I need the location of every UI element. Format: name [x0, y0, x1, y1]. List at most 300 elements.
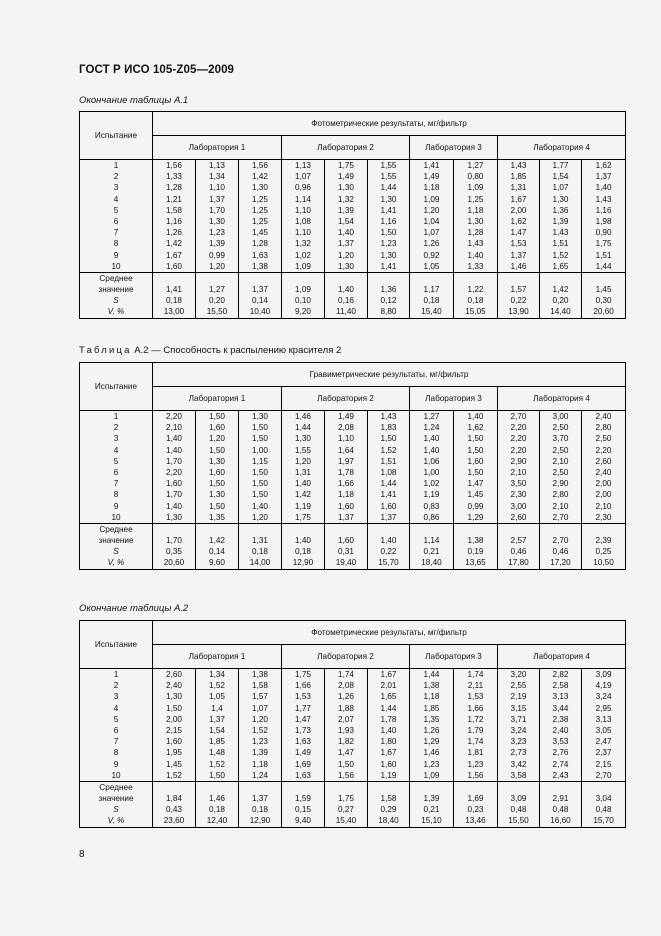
cell-value: 1,85 — [423, 703, 440, 713]
lab-header-row — [80, 645, 626, 669]
summary-value: 9,20 — [295, 307, 311, 317]
results-table — [79, 620, 626, 828]
cell-value: 1,44 — [423, 670, 440, 679]
summary-value: 18,40 — [421, 558, 442, 568]
summary-value: 0,16 — [338, 296, 354, 306]
lab-header-row — [80, 387, 626, 411]
cell-value: 1,77 — [295, 703, 311, 713]
cell-value: 2,40 — [595, 467, 612, 477]
summary-value: 1,09 — [295, 285, 311, 295]
cell-value: 1,24 — [252, 770, 268, 780]
summary-value: 1,14 — [423, 536, 440, 546]
cell-value: 4,19 — [595, 681, 612, 691]
summary-value: 0,35 — [166, 547, 182, 557]
summary-column — [540, 523, 582, 569]
cell-value: 1,30 — [552, 194, 569, 204]
cell-value: 1,60 — [166, 261, 182, 271]
summary-value: 1,69 — [467, 794, 484, 804]
cell-value: 1,40 — [166, 445, 182, 455]
trial-number: 8 — [113, 490, 119, 500]
cell-value: 2,95 — [595, 703, 612, 713]
cell-value: 1,23 — [423, 759, 440, 769]
summary-value: 15,70 — [593, 816, 614, 826]
cell-value: 1,40 — [295, 479, 311, 489]
summary-column — [368, 272, 410, 318]
summary-value: 1,40 — [295, 536, 311, 546]
cell-value: 1,25 — [252, 194, 268, 204]
summary-value: 1,42 — [552, 285, 569, 295]
trial-number: 5 — [113, 714, 119, 724]
cell-value: 1,40 — [380, 725, 397, 735]
summary-label: V, % — [107, 307, 125, 317]
summary-value: 17,80 — [508, 558, 529, 568]
cell-value: 1,40 — [338, 228, 354, 238]
cell-value: 1,40 — [423, 445, 440, 455]
summary-value: 15,40 — [335, 816, 357, 826]
cell-value: 1,58 — [166, 205, 182, 215]
cell-value: 1,14 — [295, 194, 311, 204]
table-caption-text: Окончание таблицы А.1 — [79, 95, 189, 106]
cell-value: 1,43 — [510, 161, 527, 170]
cell-value: 1,60 — [166, 479, 182, 489]
cell-value: 1,67 — [510, 194, 527, 204]
summary-value: 0,14 — [252, 296, 268, 306]
results-table — [79, 111, 626, 319]
cell-value: 1,75 — [295, 512, 311, 522]
summary-column — [196, 523, 239, 569]
cell-value: 1,30 — [380, 194, 397, 204]
cell-value: 1,60 — [166, 737, 182, 747]
summary-value: 0,29 — [380, 805, 397, 815]
summary-value: 2,70 — [552, 536, 569, 546]
summary-value: 18,40 — [378, 816, 399, 826]
cell-value: 1,44 — [380, 183, 397, 193]
cell-value: 1,28 — [467, 228, 484, 238]
summary-value: 0,25 — [595, 547, 612, 557]
summary-column — [325, 781, 368, 827]
cell-value: 3,20 — [510, 670, 527, 679]
cell-value: 1,37 — [209, 714, 225, 724]
cell-value: 1,50 — [252, 423, 268, 433]
cell-value: 1,40 — [166, 501, 182, 511]
cell-value: 2,40 — [166, 681, 182, 691]
value-column — [454, 160, 498, 273]
cell-value: 1,19 — [423, 490, 440, 500]
cell-value: 1,74 — [338, 670, 354, 679]
lab-header: Лаборатория 2 — [282, 645, 410, 669]
summary-value: 0,18 — [423, 296, 440, 306]
cell-value: 1,52 — [252, 725, 268, 735]
cell-value: 1,62 — [595, 161, 612, 170]
value-column — [153, 160, 196, 273]
cell-value: 2,55 — [510, 681, 527, 691]
trial-number: 3 — [113, 183, 119, 193]
cell-value: 1,42 — [295, 490, 311, 500]
cell-value: 1,34 — [209, 670, 225, 679]
cell-value: 1,52 — [166, 770, 182, 780]
trial-number: 6 — [113, 216, 119, 226]
summary-label: Среднее — [99, 273, 133, 283]
table-caption-title: А.2 — Способность к распылению красителя 2 — [131, 345, 342, 356]
cell-value: 1,07 — [423, 228, 440, 238]
cell-value: 1,30 — [166, 512, 182, 522]
table-caption-text: Окончание таблицы А.2 — [79, 603, 189, 614]
cell-value: 1,50 — [209, 412, 225, 421]
summary-column — [153, 272, 196, 318]
summary-value: 12,40 — [206, 816, 228, 826]
cell-value: 2,30 — [595, 512, 612, 522]
cell-value: 2,58 — [552, 681, 569, 691]
value-column — [239, 411, 282, 524]
summary-value: 1,38 — [467, 536, 484, 546]
cell-value: 1,78 — [380, 714, 397, 724]
cell-value: 1,20 — [338, 250, 354, 260]
summary-label: значение — [98, 536, 134, 546]
summary-value: 17,20 — [550, 558, 571, 568]
cell-value: 2,08 — [338, 681, 354, 691]
summary-column — [582, 781, 626, 827]
cell-value: 1,67 — [166, 250, 182, 260]
cell-value: 1,37 — [209, 194, 225, 204]
cell-value: 1,78 — [338, 467, 354, 477]
cell-value: 1,30 — [380, 250, 397, 260]
summary-value: 20,60 — [163, 558, 185, 568]
summary-value: 1,22 — [467, 285, 484, 295]
cell-value: 1,16 — [166, 216, 182, 226]
lab-header: Лаборатория 1 — [153, 387, 282, 411]
summary-value: 9,40 — [295, 816, 311, 826]
summary-value: 0,46 — [510, 547, 527, 557]
cell-value: 1,44 — [380, 479, 397, 489]
trial-number: 5 — [113, 205, 119, 215]
cell-value: 1,56 — [467, 770, 484, 780]
cell-value: 1,06 — [423, 456, 440, 466]
trial-numbers — [80, 411, 153, 524]
summary-value: 0,22 — [510, 296, 527, 306]
cell-value: 1,40 — [166, 434, 182, 444]
cell-value: 2,20 — [510, 434, 527, 444]
summary-column — [498, 781, 540, 827]
cell-value: 1,30 — [295, 434, 311, 444]
cell-value: 1,30 — [252, 412, 268, 421]
summary-column — [282, 523, 325, 569]
trials-row — [80, 411, 626, 524]
cell-value: 1,50 — [166, 703, 182, 713]
cell-value: 1,13 — [209, 161, 225, 170]
summary-value: 10,40 — [249, 307, 271, 317]
lab-header: Лаборатория 2 — [282, 136, 410, 160]
header-row — [80, 363, 626, 387]
value-column — [582, 160, 626, 273]
trial-number: 3 — [113, 692, 119, 702]
summary-value: 2,39 — [595, 536, 612, 546]
summary-column — [454, 781, 498, 827]
summary-value: 0,10 — [295, 296, 311, 306]
cell-value: 1,00 — [423, 467, 440, 477]
summary-value: 15,05 — [465, 307, 486, 317]
trial-number: 7 — [113, 479, 119, 489]
cell-value: 1,31 — [295, 467, 311, 477]
cell-value: 0,96 — [295, 183, 311, 193]
cell-value: 1,52 — [209, 759, 225, 769]
cell-value: 1,19 — [380, 770, 397, 780]
summary-value: 13,65 — [465, 558, 486, 568]
summary-value: 0,23 — [467, 805, 484, 815]
table-caption-label: Таблица — [79, 345, 132, 356]
cell-value: 1,37 — [510, 250, 527, 260]
cell-value: 2,10 — [166, 423, 182, 433]
cell-value: 1,25 — [252, 205, 268, 215]
cell-value: 1,41 — [380, 205, 397, 215]
table-caption — [79, 95, 188, 106]
cell-value: 2,10 — [595, 501, 612, 511]
cell-value: 2,90 — [510, 456, 527, 466]
cell-value: 2,10 — [552, 501, 569, 511]
cell-value: 1,53 — [467, 692, 484, 702]
cell-value: 1,20 — [295, 456, 311, 466]
cell-value: 1,42 — [166, 239, 182, 249]
cell-value: 0,92 — [423, 250, 440, 260]
cell-value: 1,97 — [338, 456, 354, 466]
cell-value: 2,73 — [510, 748, 527, 758]
results-header: Гравиметрические результаты, мг/фильтр — [153, 363, 626, 387]
cell-value: 1,20 — [209, 261, 225, 271]
value-column — [540, 669, 582, 782]
summary-value: 1,58 — [380, 794, 397, 804]
summary-label: Среднее — [99, 782, 133, 792]
cell-value: 1,20 — [209, 434, 225, 444]
cell-value: 1,23 — [209, 228, 225, 238]
cell-value: 2,43 — [552, 770, 569, 780]
trial-number: 2 — [113, 423, 119, 433]
cell-value: 1,56 — [338, 770, 354, 780]
cell-value: 1,47 — [295, 714, 311, 724]
summary-value: 0,15 — [295, 805, 311, 815]
cell-value: 1,4 — [211, 703, 223, 713]
summary-column — [410, 781, 454, 827]
cell-value: 1,33 — [467, 261, 484, 271]
cell-value: 1,52 — [380, 445, 397, 455]
summary-value: 1,37 — [252, 794, 268, 804]
cell-value: 2,74 — [552, 759, 569, 769]
cell-value: 1,23 — [252, 737, 268, 747]
value-column — [368, 160, 410, 273]
cell-value: 1,39 — [338, 205, 354, 215]
trial-numbers — [80, 669, 153, 782]
cell-value: 2,00 — [595, 490, 612, 500]
cell-value: 3,58 — [510, 770, 527, 780]
summary-value: 14,40 — [550, 307, 571, 317]
cell-value: 1,43 — [380, 412, 397, 421]
cell-value: 1,37 — [338, 239, 354, 249]
cell-value: 2,80 — [552, 490, 569, 500]
cell-value: 1,83 — [380, 423, 397, 433]
summary-value: 13,90 — [508, 307, 529, 317]
cell-value: 1,80 — [380, 737, 397, 747]
cell-value: 1,16 — [595, 205, 612, 215]
summary-value: 0,30 — [595, 296, 612, 306]
cell-value: 2,00 — [595, 479, 612, 489]
cell-value: 1,60 — [380, 501, 397, 511]
summary-column — [196, 272, 239, 318]
cell-value: 1,65 — [552, 261, 569, 271]
cell-value: 2,20 — [166, 467, 182, 477]
table-caption — [79, 345, 341, 356]
cell-value: 1,07 — [552, 183, 569, 193]
cell-value: 0,99 — [467, 501, 484, 511]
lab-header: Лаборатория 3 — [410, 387, 498, 411]
summary-column — [454, 272, 498, 318]
lab-header: Лаборатория 4 — [498, 136, 626, 160]
summary-column — [498, 523, 540, 569]
cell-value: 1,60 — [467, 456, 484, 466]
cell-value: 1,28 — [252, 239, 268, 249]
trial-number: 8 — [113, 239, 119, 249]
cell-value: 1,50 — [209, 770, 225, 780]
cell-value: 2,40 — [552, 725, 569, 735]
cell-value: 1,15 — [252, 456, 268, 466]
cell-value: 1,50 — [467, 445, 484, 455]
cell-value: 1,49 — [423, 172, 440, 182]
cell-value: 1,34 — [209, 172, 225, 182]
summary-value: 1,31 — [252, 536, 268, 546]
cell-value: 1,56 — [252, 161, 268, 170]
cell-value: 1,50 — [467, 434, 484, 444]
lab-header: Лаборатория 3 — [410, 136, 498, 160]
cell-value: 0,90 — [595, 228, 612, 238]
cell-value: 1,56 — [166, 161, 182, 170]
cell-value: 1,08 — [380, 467, 397, 477]
summary-label: значение — [98, 794, 134, 804]
trial-number: 10 — [111, 512, 121, 522]
cell-value: 1,50 — [209, 479, 225, 489]
cell-value: 1,18 — [467, 205, 484, 215]
cell-value: 2,50 — [552, 423, 569, 433]
cell-value: 1,10 — [295, 228, 311, 238]
summary-column — [410, 272, 454, 318]
cell-value: 2,00 — [510, 205, 527, 215]
cell-value: 1,73 — [295, 725, 311, 735]
summary-label: S — [113, 296, 119, 306]
summary-value: 2,91 — [552, 794, 569, 804]
cell-value: 1,36 — [552, 205, 569, 215]
cell-value: 1,26 — [338, 692, 354, 702]
cell-value: 2,20 — [166, 412, 182, 421]
header-row — [80, 112, 626, 136]
value-column — [282, 411, 325, 524]
cell-value: 2,60 — [166, 670, 182, 679]
trial-number: 6 — [113, 467, 119, 477]
summary-value: 1,75 — [338, 794, 354, 804]
cell-value: 3,42 — [510, 759, 527, 769]
trial-numbers — [80, 160, 153, 273]
summary-value: 23,60 — [163, 816, 185, 826]
cell-value: 1,63 — [295, 737, 311, 747]
cell-value: 1,67 — [380, 748, 397, 758]
cell-value: 1,37 — [595, 172, 612, 182]
cell-value: 1,45 — [252, 228, 268, 238]
value-column — [498, 160, 540, 273]
trial-number: 4 — [113, 194, 119, 204]
cell-value: 1,05 — [209, 692, 225, 702]
cell-value: 1,30 — [338, 183, 354, 193]
cell-value: 1,13 — [295, 161, 311, 170]
cell-value: 3,00 — [510, 501, 527, 511]
cell-value: 1,54 — [552, 172, 569, 182]
summary-value: 1,57 — [510, 285, 527, 295]
summary-column — [239, 272, 282, 318]
cell-value: 2,01 — [380, 681, 397, 691]
cell-value: 1,20 — [423, 205, 440, 215]
cell-value: 1,66 — [467, 703, 484, 713]
cell-value: 1,67 — [380, 670, 397, 679]
summary-value: 15,50 — [508, 816, 529, 826]
summary-value: 1,40 — [338, 285, 354, 295]
cell-value: 1,41 — [380, 490, 397, 500]
trial-number: 7 — [113, 228, 119, 238]
cell-value: 1,21 — [166, 194, 182, 204]
cell-value: 1,46 — [423, 748, 440, 758]
cell-value: 1,19 — [295, 501, 311, 511]
summary-label: V, % — [107, 558, 125, 568]
summary-value: 0,48 — [595, 805, 612, 815]
cell-value: 1,48 — [209, 748, 225, 758]
summary-column — [368, 781, 410, 827]
cell-value: 3,24 — [595, 692, 612, 702]
cell-value: 1,30 — [166, 692, 182, 702]
summary-value: 0,21 — [423, 547, 440, 557]
cell-value: 1,75 — [295, 670, 311, 679]
cell-value: 1,40 — [595, 183, 612, 193]
summary-value: 1,27 — [209, 285, 225, 295]
value-column — [282, 669, 325, 782]
cell-value: 1,05 — [423, 261, 440, 271]
cell-value: 1,26 — [423, 239, 440, 249]
summary-value: 1,39 — [423, 794, 440, 804]
value-column — [410, 669, 454, 782]
cell-value: 1,42 — [252, 172, 268, 182]
value-column — [498, 669, 540, 782]
cell-value: 1,60 — [380, 759, 397, 769]
summary-column — [454, 523, 498, 569]
summary-value: 0,46 — [552, 547, 569, 557]
cell-value: 1,93 — [338, 725, 354, 735]
cell-value: 1,50 — [252, 490, 268, 500]
trial-number: 4 — [113, 703, 119, 713]
cell-value: 1,45 — [467, 490, 484, 500]
cell-value: 1,18 — [338, 490, 354, 500]
summary-value: 1,37 — [252, 285, 268, 295]
cell-value: 1,30 — [252, 183, 268, 193]
trial-number: 5 — [113, 456, 119, 466]
summary-label: V, % — [107, 816, 125, 826]
cell-value: 2,20 — [595, 445, 612, 455]
summary-value: 0,18 — [252, 805, 268, 815]
summary-value: 0,20 — [209, 296, 225, 306]
cell-value: 1,07 — [252, 703, 268, 713]
summary-value: 0,20 — [552, 296, 569, 306]
cell-value: 1,29 — [423, 737, 440, 747]
trial-number: 6 — [113, 725, 119, 735]
cell-value: 2,38 — [552, 714, 569, 724]
cell-value: 1,20 — [252, 512, 268, 522]
cell-value: 1,53 — [295, 692, 311, 702]
cell-value: 1,46 — [295, 412, 311, 421]
cell-value: 1,70 — [166, 456, 182, 466]
value-column — [196, 411, 239, 524]
summary-value: 1,42 — [209, 536, 225, 546]
cell-value: 1,51 — [595, 250, 612, 260]
